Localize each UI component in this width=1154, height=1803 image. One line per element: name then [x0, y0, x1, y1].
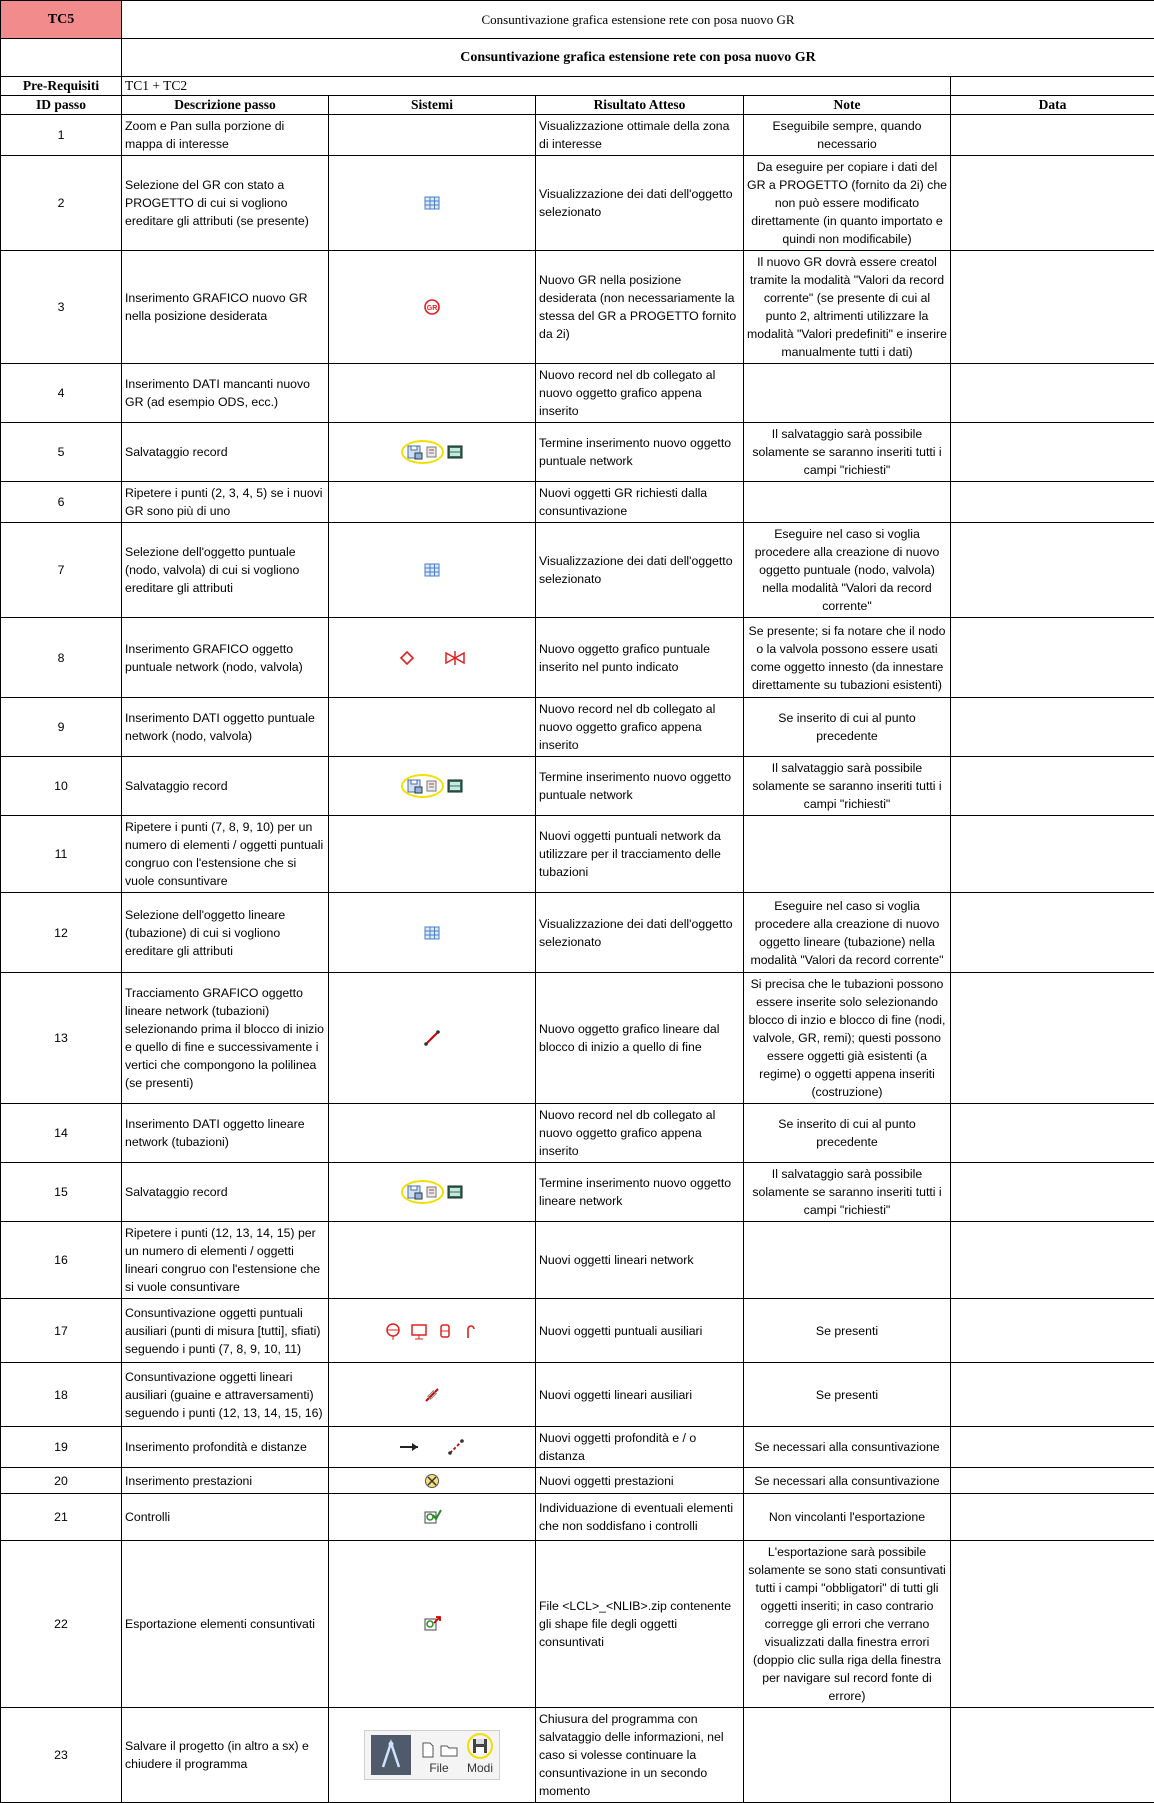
step-id: 5 [1, 423, 122, 482]
step-description: Salvataggio record [122, 423, 329, 482]
step-date [951, 1494, 1154, 1541]
step-expected-result: File <LCL>_<NLIB>.zip contenente gli shape file degli oggetti consuntivati [536, 1541, 744, 1708]
step-note: Se necessari alla consuntivazione [744, 1468, 951, 1494]
step-description: Inserimento profondità e distanze [122, 1427, 329, 1468]
step-description: Consuntivazione oggetti lineari ausiliari (guaine e attraversamenti) seguendo i punti (12, 13, 14, 15, 16) [122, 1363, 329, 1427]
step-row [1, 698, 1154, 757]
step-systems [329, 1708, 536, 1803]
step-note: Da eseguire per copiare i dati del GR a PROGETTO (fornito da 2i) che non può essere modificato direttamente (in quanto importato e quindi non modificabile) [744, 156, 951, 251]
highlight-circle [401, 1180, 444, 1204]
step-note: Eseguibile sempre, quando necessario [744, 115, 951, 156]
step-systems [329, 893, 536, 973]
step-expected-result: Chiusura del programma con salvataggio delle informazioni, nel caso si volesse continuare la consuntivazione in un secondo momento [536, 1708, 744, 1803]
step-id: 21 [1, 1494, 122, 1541]
header-descr: Descrizione passo [122, 96, 329, 115]
step-description: Inserimento DATI mancanti nuovo GR (ad esempio ODS, ecc.) [122, 364, 329, 423]
step-description: Selezione del GR con stato a PROGETTO di cui si vogliono ereditare gli attributi (se presente) [122, 156, 329, 251]
step-expected-result: Nuovo record nel db collegato al nuovo oggetto grafico appena inserito [536, 698, 744, 757]
step-note: Il nuovo GR dovrà essere creatol tramite la modalità "Valori da record corrente" (se presente di cui al punto 2, altrimenti utilizzare la modalità "Valori predefiniti" e inserire manualmente tutti i dati) [744, 251, 951, 364]
node-icon[interactable] [397, 648, 417, 668]
step-expected-result: Individuazione di eventuali elementi che non soddisfano i controlli [536, 1494, 744, 1541]
step-description: Selezione dell'oggetto puntuale (nodo, valvola) di cui si vogliono ereditare gli attributi [122, 523, 329, 618]
step-expected-result: Visualizzazione dei dati dell'oggetto selezionato [536, 156, 744, 251]
step-systems [329, 1494, 536, 1541]
step-expected-result: Nuovo record nel db collegato al nuovo oggetto grafico appena inserito [536, 1104, 744, 1163]
step-description: Ripetere i punti (2, 3, 4, 5) se i nuovi GR sono più di uno [122, 482, 329, 523]
step-systems [329, 1468, 536, 1494]
step-note: Se presenti [744, 1363, 951, 1427]
step-id: 7 [1, 523, 122, 618]
step-description: Consuntivazione oggetti puntuali ausiliari (punti di misura [tutti], sfiati) seguendo i punti (7, 8, 9, 10, 11) [122, 1299, 329, 1363]
step-systems [329, 1163, 536, 1222]
step-expected-result: Termine inserimento nuovo oggetto lineare network [536, 1163, 744, 1222]
step-note: L'esportazione sarà possibile solamente se sono stati consuntivati tutti i campi "obbligatori" di tutti gli oggetti inseriti; in caso contrario corregge gli errori che verrano visualizzati dalla finestra errori (doppio clic sulla riga della finestra per navigare sul record fonte di errore) [744, 1541, 951, 1708]
step-note: Se inserito di cui al punto precedente [744, 698, 951, 757]
step-expected-result: Termine inserimento nuovo oggetto puntuale network [536, 757, 744, 816]
depth-icon[interactable] [398, 1437, 420, 1457]
step-description: Controlli [122, 1494, 329, 1541]
highlight-circle [401, 440, 444, 464]
system-icons [332, 1385, 532, 1405]
performance-icon[interactable] [422, 1471, 442, 1491]
step-systems [329, 251, 536, 364]
system-icons [332, 296, 532, 318]
step-note: Se presenti [744, 1299, 951, 1363]
step-date [951, 1541, 1154, 1708]
blank-cell [951, 77, 1154, 96]
save-db-icon[interactable] [406, 777, 424, 795]
step-row [1, 816, 1154, 893]
step-note: Se necessari alla consuntivazione [744, 1427, 951, 1468]
header-risultato: Risultato Atteso [536, 96, 744, 115]
save-toolbar [332, 774, 532, 798]
step-systems [329, 816, 536, 893]
step-date [951, 423, 1154, 482]
step-note: Se presente; si fa notare che il nodo o la valvola possono essere usati come oggetto innesto (da innestare direttamente su tubazioni esistenti) [744, 618, 951, 698]
step-row [1, 973, 1154, 1104]
step-description: Esportazione elementi consuntivati [122, 1541, 329, 1708]
step-date [951, 1363, 1154, 1427]
prereq-label: Pre-Requisiti [1, 77, 122, 96]
step-description: Inserimento DATI oggetto puntuale network (nodo, valvola) [122, 698, 329, 757]
step-row [1, 1163, 1154, 1222]
undo-icon[interactable] [425, 777, 439, 795]
header-sistemi: Sistemi [329, 96, 536, 115]
step-id: 19 [1, 1427, 122, 1468]
measure-point-icon[interactable] [383, 1321, 403, 1341]
grid-icon[interactable] [446, 1183, 464, 1201]
vent-icon[interactable] [461, 1321, 481, 1341]
system-icons [332, 560, 532, 580]
step-expected-result: Nuovo oggetto grafico puntuale inserito nel punto indicato [536, 618, 744, 698]
step-date [951, 973, 1154, 1104]
step-systems [329, 757, 536, 816]
header-note: Note [744, 96, 951, 115]
step-note: Eseguire nel caso si voglia procedere alla creazione di nuovo oggetto puntuale (nodo, valvola) nella modalità "Valori da record corrente" [744, 523, 951, 618]
grid-icon[interactable] [446, 777, 464, 795]
step-expected-result: Visualizzazione ottimale della zona di interesse [536, 115, 744, 156]
system-icons [332, 193, 532, 213]
step-expected-result: Nuovi oggetti GR richiesti dalla consuntivazione [536, 482, 744, 523]
step-id: 20 [1, 1468, 122, 1494]
step-description: Ripetere i punti (7, 8, 9, 10) per un numero di elementi / oggetti puntuali congruo con l'estensione che si vuole consuntivare [122, 816, 329, 893]
step-row [1, 1222, 1154, 1299]
step-systems [329, 1299, 536, 1363]
step-id: 22 [1, 1541, 122, 1708]
step-systems [329, 698, 536, 757]
step-date [951, 364, 1154, 423]
svg-text:GR: GR [427, 305, 438, 312]
step-systems [329, 1222, 536, 1299]
file-new-icon[interactable] [419, 1741, 437, 1759]
step-note [744, 1222, 951, 1299]
step-row [1, 115, 1154, 156]
system-icons [332, 1471, 532, 1491]
distance-icon[interactable] [446, 1437, 466, 1457]
highlight-circle [467, 1733, 493, 1759]
step-description: Inserimento GRAFICO nuovo GR nella posizione desiderata [122, 251, 329, 364]
step-row [1, 1299, 1154, 1363]
step-row [1, 364, 1154, 423]
gr-symbol-icon[interactable] [421, 296, 443, 318]
step-expected-result: Visualizzazione dei dati dell'oggetto selezionato [536, 523, 744, 618]
step-systems [329, 1541, 536, 1708]
floppy-icon[interactable] [470, 1736, 490, 1756]
export-icon[interactable] [422, 1614, 442, 1634]
step-description: Tracciamento GRAFICO oggetto lineare network (tubazioni) selezionando prima il blocco di inizio e quello di fine e successivamente i vertici che compongono la polilinea (se presenti) [122, 973, 329, 1104]
step-description: Salvataggio record [122, 1163, 329, 1222]
app-ribbon [364, 1730, 500, 1780]
step-note [744, 1708, 951, 1803]
step-systems [329, 618, 536, 698]
step-id: 6 [1, 482, 122, 523]
save-toolbar [332, 440, 532, 464]
step-row [1, 893, 1154, 973]
step-systems [329, 1104, 536, 1163]
step-id: 9 [1, 698, 122, 757]
step-date [951, 115, 1154, 156]
step-id: 2 [1, 156, 122, 251]
step-row [1, 1427, 1154, 1468]
step-note [744, 364, 951, 423]
step-description: Ripetere i punti (12, 13, 14, 15) per un numero di elementi / oggetti lineari congruo con l'estensione che si vuole consuntivare [122, 1222, 329, 1299]
prereq-value: TC1 + TC2 [122, 77, 951, 96]
step-id: 10 [1, 757, 122, 816]
highlight-circle [401, 774, 444, 798]
step-id: 11 [1, 816, 122, 893]
step-description: Salvare il progetto (in altro a sx) e chiudere il programma [122, 1708, 329, 1803]
step-note: Il salvataggio sarà possibile solamente se saranno inseriti tutti i campi "richiesti" [744, 757, 951, 816]
step-description: Inserimento DATI oggetto lineare network (tubazioni) [122, 1104, 329, 1163]
undo-icon[interactable] [425, 443, 439, 461]
step-id: 12 [1, 893, 122, 973]
step-row [1, 156, 1154, 251]
section-title: Consuntivazione grafica estensione rete con posa nuovo GR [122, 39, 1154, 77]
system-icons [332, 1614, 532, 1634]
step-row [1, 251, 1154, 364]
step-date [951, 523, 1154, 618]
step-note [744, 816, 951, 893]
file-icons [419, 1741, 459, 1759]
step-note: Non vincolanti l'esportazione [744, 1494, 951, 1541]
step-id: 4 [1, 364, 122, 423]
step-note: Eseguire nel caso si voglia procedere alla creazione di nuovo oggetto lineare (tubazione) nella modalità "Valori da record corrente" [744, 893, 951, 973]
step-row [1, 1468, 1154, 1494]
sleeve-icon[interactable] [422, 1385, 442, 1405]
step-systems [329, 523, 536, 618]
step-expected-result: Nuovi oggetti puntuali network da utilizzare per il tracciamento delle tubazioni [536, 816, 744, 893]
step-id: 1 [1, 115, 122, 156]
save-db-icon[interactable] [406, 443, 424, 461]
step-expected-result: Nuovo GR nella posizione desiderata (non necessariamente la stessa del GR a PROGETTO fornito da 2i) [536, 251, 744, 364]
step-date [951, 618, 1154, 698]
step-id: 14 [1, 1104, 122, 1163]
step-systems [329, 115, 536, 156]
step-row [1, 1363, 1154, 1427]
step-date [951, 698, 1154, 757]
step-row [1, 618, 1154, 698]
undo-icon[interactable] [425, 1183, 439, 1201]
step-row [1, 1708, 1154, 1803]
step-expected-result: Termine inserimento nuovo oggetto puntuale network [536, 423, 744, 482]
step-expected-result: Visualizzazione dei dati dell'oggetto selezionato [536, 893, 744, 973]
system-icons [332, 1028, 532, 1048]
step-systems [329, 482, 536, 523]
system-icons [332, 648, 532, 668]
file-label: File [429, 1759, 448, 1777]
step-description: Zoom e Pan sulla porzione di mappa di interesse [122, 115, 329, 156]
step-date [951, 251, 1154, 364]
step-systems [329, 1427, 536, 1468]
step-description: Salvataggio record [122, 757, 329, 816]
compass-icon[interactable] [371, 1735, 411, 1775]
step-id: 23 [1, 1708, 122, 1803]
table-icon[interactable] [422, 193, 442, 213]
step-date [951, 156, 1154, 251]
step-systems [329, 364, 536, 423]
check-icon[interactable] [422, 1507, 442, 1527]
step-date [951, 1468, 1154, 1494]
step-id: 13 [1, 973, 122, 1104]
step-note: Il salvataggio sarà possibile solamente se saranno inseriti tutti i campi "richiesti" [744, 1163, 951, 1222]
save-toolbar [332, 1180, 532, 1204]
step-description: Selezione dell'oggetto lineare (tubazione) di cui si vogliono ereditare gli attributi [122, 893, 329, 973]
step-note: Il salvataggio sarà possibile solamente se saranno inseriti tutti i campi "richiesti" [744, 423, 951, 482]
system-icons [332, 923, 532, 943]
step-row [1, 423, 1154, 482]
modi-label: Modi [467, 1759, 493, 1777]
file-button[interactable] [419, 1741, 459, 1777]
step-row [1, 1104, 1154, 1163]
step-date [951, 816, 1154, 893]
step-row [1, 1494, 1154, 1541]
step-systems [329, 973, 536, 1104]
step-systems [329, 156, 536, 251]
step-systems [329, 423, 536, 482]
header-id: ID passo [1, 96, 122, 115]
step-date [951, 1104, 1154, 1163]
table-icon[interactable] [422, 560, 442, 580]
step-description: Inserimento prestazioni [122, 1468, 329, 1494]
valve-icon[interactable] [443, 648, 467, 668]
table-icon[interactable] [422, 923, 442, 943]
grid-icon[interactable] [446, 443, 464, 461]
step-id: 8 [1, 618, 122, 698]
step-description: Inserimento GRAFICO oggetto puntuale network (nodo, valvola) [122, 618, 329, 698]
system-icons [332, 1321, 532, 1341]
tc-label: TC5 [1, 1, 122, 39]
system-icons [332, 1437, 532, 1457]
system-icons [332, 1507, 532, 1527]
step-expected-result: Nuovi oggetti profondità e / o distanza [536, 1427, 744, 1468]
monitor-icon[interactable] [409, 1321, 429, 1341]
step-date [951, 757, 1154, 816]
cylinder-icon[interactable] [435, 1321, 455, 1341]
step-expected-result: Nuovo oggetto grafico lineare dal blocco di inizio a quello di fine [536, 973, 744, 1104]
step-id: 16 [1, 1222, 122, 1299]
step-id: 3 [1, 251, 122, 364]
step-note: Se inserito di cui al punto precedente [744, 1104, 951, 1163]
header-data: Data [951, 96, 1154, 115]
blank-cell [1, 39, 122, 77]
step-date [951, 482, 1154, 523]
step-expected-result: Nuovi oggetti puntuali ausiliari [536, 1299, 744, 1363]
step-date [951, 1163, 1154, 1222]
step-systems [329, 1363, 536, 1427]
step-expected-result: Nuovi oggetti prestazioni [536, 1468, 744, 1494]
step-expected-result: Nuovo record nel db collegato al nuovo oggetto grafico appena inserito [536, 364, 744, 423]
modi-button[interactable] [467, 1733, 493, 1777]
step-row [1, 523, 1154, 618]
step-date [951, 1299, 1154, 1363]
step-note: Si precisa che le tubazioni possono essere inserite solo selezionando blocco di inzio e blocco di fine (nodi, valvole, GR, remi); questi possono essere oggetti già esistenti (a regime) o oggetti appena inseriti (costruzione) [744, 973, 951, 1104]
folder-icon[interactable] [439, 1741, 459, 1759]
step-row [1, 1541, 1154, 1708]
step-date [951, 1427, 1154, 1468]
step-id: 17 [1, 1299, 122, 1363]
pipe-icon[interactable] [422, 1028, 442, 1048]
step-row [1, 482, 1154, 523]
step-date [951, 893, 1154, 973]
step-expected-result: Nuovi oggetti lineari ausiliari [536, 1363, 744, 1427]
step-expected-result: Nuovi oggetti lineari network [536, 1222, 744, 1299]
step-note [744, 482, 951, 523]
step-id: 18 [1, 1363, 122, 1427]
step-date [951, 1222, 1154, 1299]
step-row [1, 757, 1154, 816]
step-id: 15 [1, 1163, 122, 1222]
top-title: Consuntivazione grafica estensione rete con posa nuovo GR [122, 1, 1154, 39]
save-db-icon[interactable] [406, 1183, 424, 1201]
step-date [951, 1708, 1154, 1803]
